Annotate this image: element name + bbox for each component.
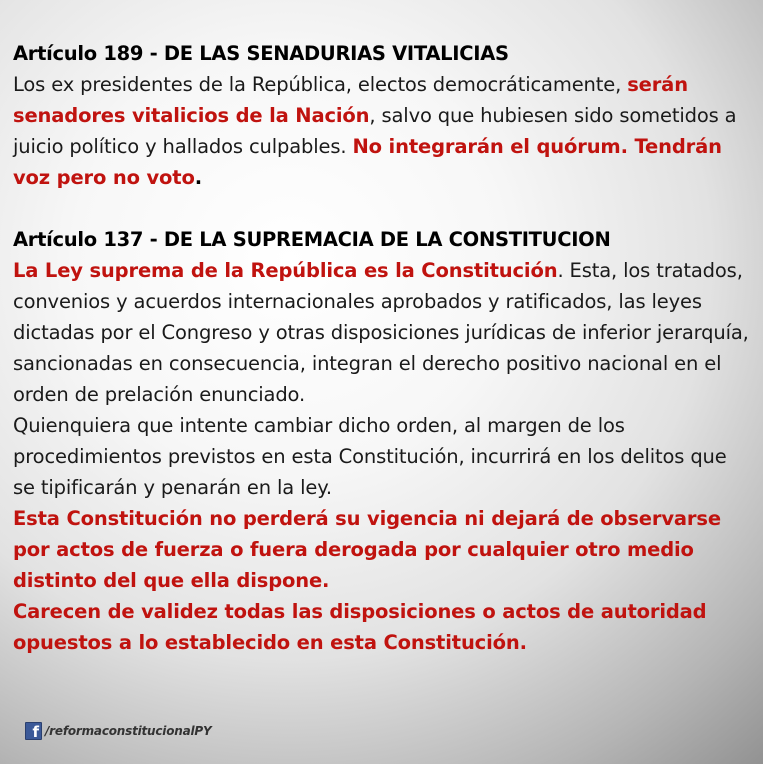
article-189-paragraph [13,69,753,193]
section-spacer [13,193,753,224]
facebook-icon: f [25,722,42,740]
article-189-highlight-1: serán senadores vitalicios de la Nación [13,73,688,127]
article-137-text-1: . Esta, los tratados, convenios y acuerdos internacionales aprobados y ratificados, las leyes dictadas por el Congreso y otras disposiciones jurídicas de inferior jerarquía, sancionadas en consecuencia, integran el derecho positivo nacional en el orden de prelación enunciado. [13,259,749,406]
article-137-highlight-2: Esta Constitución no perderá su vigencia ni dejará de observarse por actos de fuerza o fuera derogada por cualquier otro medio distinto del que ella dispone. [13,507,721,592]
article-137-paragraph-2: Quienquiera que intente cambiar dicho orden, al margen de los procedimientos previstos en esta Constitución, incurrirá en los delitos que se tipificarán y penarán en la ley. [13,414,727,499]
facebook-page-link[interactable]: /reformaconstitucionalPY [45,724,212,738]
article-137-title: Artículo 137 - DE LA SUPREMACIA DE LA CONSTITUCION [13,228,611,251]
article-137-paragraph-1 [13,255,753,410]
article-137-highlight-3: Carecen de validez todas las disposiciones o actos de autoridad opuestos a lo establecido en esta Constitución. [13,600,707,654]
footer-link[interactable] [25,721,212,741]
article-137-highlight-1: La Ley suprema de la República es la Constitución [13,259,558,282]
article-189-text-2: , salvo que hubiesen sido sometidos a juicio político y hallados culpables. [13,104,737,158]
document-body [13,38,753,658]
article-189-period: . [194,166,202,189]
article-189-highlight-2: No integrarán el quórum. Tendrán voz pero no voto [13,135,722,189]
article-189-title: Artículo 189 - DE LAS SENADURIAS VITALICIAS [13,42,509,65]
article-189-text-1: Los ex presidentes de la República, electos democráticamente, [13,73,628,96]
